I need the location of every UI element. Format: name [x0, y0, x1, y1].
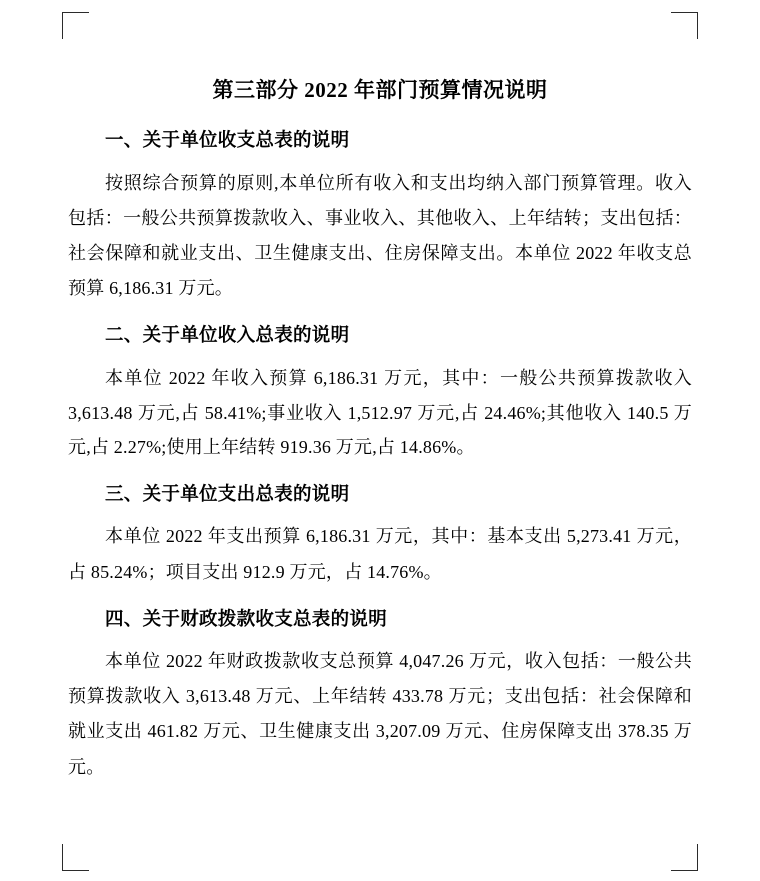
section-paragraph-3: 本单位 2022 年支出预算 6,186.31 万元，其中：基本支出 5,273.41 万元，占 85.24%；项目支出 912.9 万元，占 14.76%。 [68, 526, 692, 582]
section-heading-1: 一、关于单位收支总表的说明 [105, 131, 350, 152]
crop-mark-top-right [671, 12, 698, 39]
crop-mark-bottom-right [671, 844, 698, 871]
section-heading-2: 二、关于单位收入总表的说明 [105, 326, 350, 347]
page-title: 第三部分 2022 年部门预算情况说明 [212, 78, 548, 102]
section-heading-4: 四、关于财政拨款收支总表的说明 [105, 609, 388, 630]
section-paragraph-2: 本单位 2022 年收入预算 6,186.31 万元，其中：一般公共预算拨款收入 3,613.48 万元,占 58.41%;事业收入 1,512.97 万元,占 24.46%;其他收入 140.5 万元,占 2.27%;使用上年结转 919.36 万元,占 14.86%。 [68, 368, 692, 458]
crop-mark-bottom-left [62, 844, 89, 871]
section-paragraph-1: 按照综合预算的原则,本单位所有收入和支出均纳入部门预算管理。收入包括：一般公共预算拨款收入、事业收入、其他收入、上年结转；支出包括：社会保障和就业支出、卫生健康支出、住房保障支出。本单位 2022 年收支总预算 6,186.31 万元。 [68, 173, 692, 299]
section-paragraph-4: 本单位 2022 年财政拨款收支总预算 4,047.26 万元，收入包括：一般公共预算拨款收入 3,613.48 万元、上年结转 433.78 万元；支出包括：社会保障和就业支出 461.82 万元、卫生健康支出 3,207.09 万元、住房保障支出 378.35 万元。 [68, 651, 692, 777]
crop-mark-top-left [62, 12, 89, 39]
section-heading-3: 三、关于单位支出总表的说明 [105, 484, 350, 505]
document-content [68, 62, 692, 795]
